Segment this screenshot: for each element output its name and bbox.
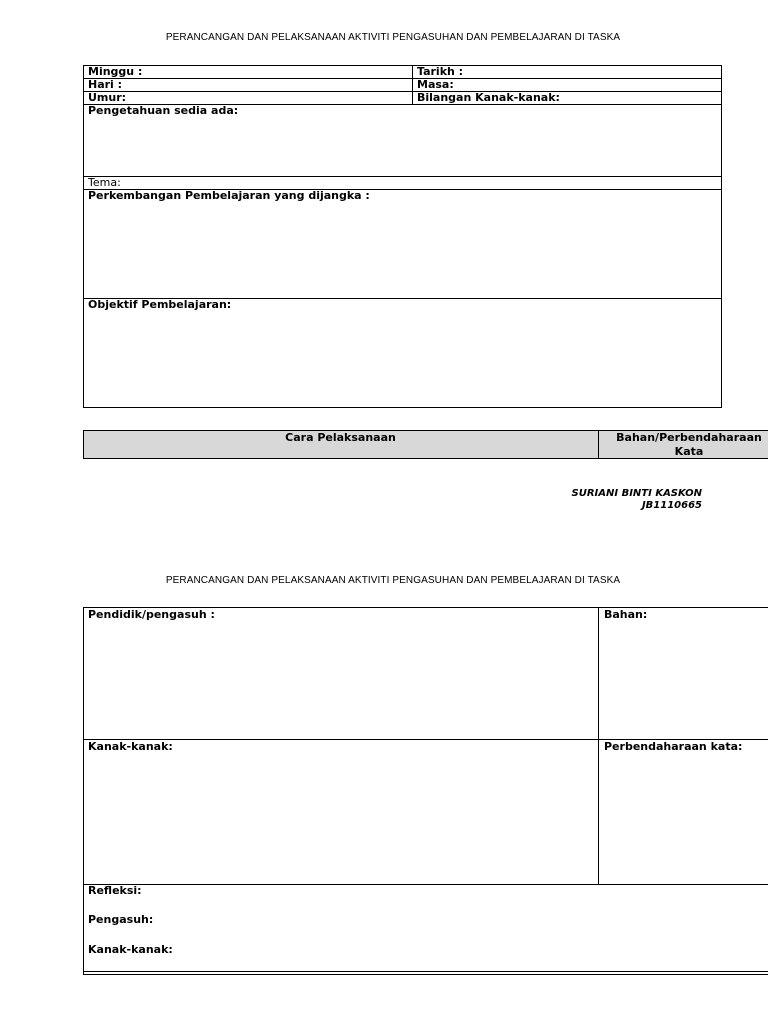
table-left-border bbox=[83, 607, 84, 975]
minggu-label: Minggu : bbox=[88, 65, 143, 78]
pengasuh-label: Pengasuh: bbox=[88, 913, 154, 926]
page-title: PERANCANGAN DAN PELAKSANAAN AKTIVITI PENGASUHAN DAN PEMBELAJARAN DI TASKA bbox=[165, 32, 621, 43]
row-divider bbox=[83, 884, 768, 885]
umur-label: Umur: bbox=[88, 91, 127, 104]
pengetahuan-label: Pengetahuan sedia ada: bbox=[88, 104, 239, 117]
bottom-double-border-1 bbox=[83, 971, 768, 972]
objektif-label: Objektif Pembelajaran: bbox=[88, 298, 232, 311]
bahan-label: Bahan: bbox=[604, 608, 648, 621]
author-id: JB1110665 bbox=[641, 500, 702, 511]
masa-label: Masa: bbox=[417, 78, 454, 91]
tarikh-label: Tarikh : bbox=[417, 65, 464, 78]
row-divider bbox=[83, 78, 722, 79]
row-divider bbox=[83, 176, 722, 177]
bilangan-label: Bilangan Kanak-kanak: bbox=[417, 91, 560, 104]
bahan-kata-label-1: Bahan/Perbendaharaan bbox=[616, 431, 762, 444]
bottom-double-border-2 bbox=[83, 974, 768, 975]
row-divider bbox=[83, 91, 722, 92]
tema-label: Tema: bbox=[88, 176, 121, 189]
pendidik-label: Pendidik/pengasuh : bbox=[88, 608, 215, 621]
kanak-kanak-reflection-label: Kanak-kanak: bbox=[88, 943, 173, 956]
cara-label: Cara Pelaksanaan bbox=[285, 431, 396, 444]
bahan-kata-label-2: Kata bbox=[674, 445, 704, 458]
column-divider bbox=[412, 65, 413, 104]
kanak-label: Kanak-kanak: bbox=[88, 740, 173, 753]
hari-label: Hari : bbox=[88, 78, 123, 91]
refleksi-label: Refleksi: bbox=[88, 884, 142, 897]
column-divider bbox=[598, 607, 599, 884]
perkembangan-label: Perkembangan Pembelajaran yang dijangka : bbox=[88, 189, 370, 202]
author-name: SURIANI BINTI KASKON bbox=[571, 488, 702, 499]
perbendaharaan-label: Perbendaharaan kata: bbox=[604, 740, 743, 753]
page2-title: PERANCANGAN DAN PELAKSANAAN AKTIVITI PENGASUHAN DAN PEMBELAJARAN DI TASKA bbox=[165, 575, 621, 586]
